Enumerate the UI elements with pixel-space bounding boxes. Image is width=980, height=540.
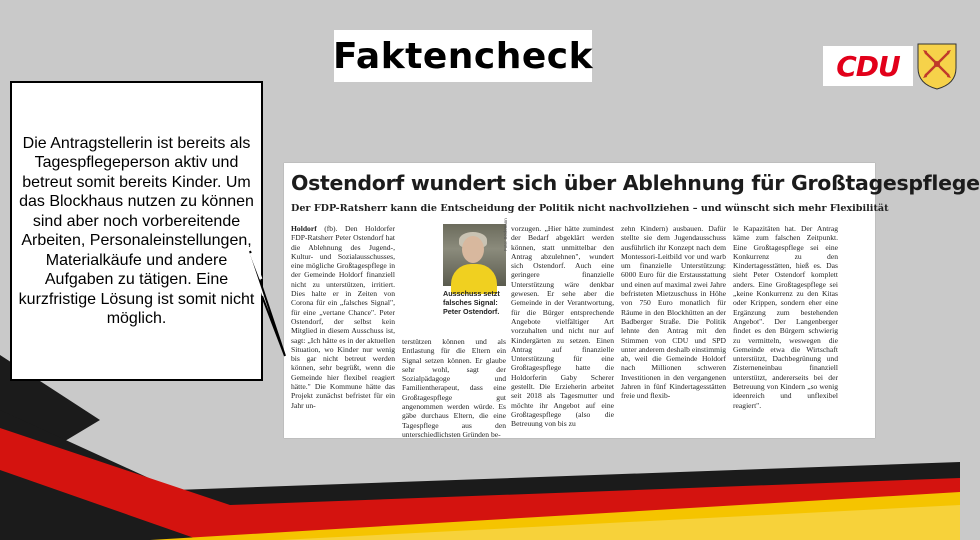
cdu-logo (823, 46, 913, 86)
photo-caption: Ausschuss setzt falsches Signal: Peter Ostendorf. (443, 289, 500, 316)
article-column-5: le Kapazitäten hat. Der Antrag käme zum falschen Zeitpunkt. Eine Großtagespflege sei eine Konkurrenz zu den Kindertagesstätten, hieß es. Das sieht Peter Ostendorf komplett anders. Eine Großtagespflege sei „keine Konkurrenz zu den Kitas oder Krippen, sondern eher eine Ergänzung zum bestehenden Angebot". Der Langenberger findet es den Bürgern schwierig zu vermitteln, weswegen die Gemeinde etwa die Wirtschaft unterstützt, Dachbegrünung und Zisterneneinbau finanziell unterstützt, andererseits bei der Betreuung von Kindern „so wenig ideenreich und unflexibel reagiert". (733, 224, 838, 410)
newspaper-clipping (284, 163, 980, 439)
article-column-4: zehn Kindern) ausbauen. Dafür stellte sie dem Jugendausschuss ausführlich ihr Konzept nach dem Montessori-Leitbild vor und warb um finanzielle Unterstützung: 6000 Euro für die Erstausstattung und einen auf maximal zwei Jahre befristeten Mietzuschuss in Höhe von 750 Euro monatlich für Räume in den Blockhütten an der Badberger Straße. Die Politik lehnte den Antrag mit den Stimmen von CDU und SPD unter anderem deshalb einstimmig ab, weil die Gemeinde Holdorf nach Millionen schweren Investitionen in den vergangenen Jahren in fünf Kindertagesstätten freie und flexib- (621, 224, 726, 401)
slide-title: Faktencheck (334, 30, 592, 82)
article-column-1 (291, 224, 395, 410)
article-column-2: terstützen können und als Entlastung für die Eltern ein Signal setzen können. Er glaube sehr wohl, sagt der Sozialpädagoge und Familientherapeut, dass eine Großtagespflege gut angenommen werden würde. Es gäbe durchaus Eltern, die eine Tagespflege aus den unterschiedlichsten Gründen be- (402, 337, 506, 439)
article-column-3: vorzugen. „Hier hätte zumindest der Bedarf abgeklärt werden können, statt unmittelbar den Antrag abzulehnen", wundert sich Ostendorf. Auch eine geringere finanzielle Unterstützung wäre denkbar gewesen. Er sehe aber die Gemeinde in der Verantwortung, für die Bürger entsprechende Angebote vielfältiger Art vorzuhalten und nicht nur auf Kindergärten zu setzen. Einen Antrag auf finanzielle Unterstützung für eine Großtagespflege hatte die Holdorferin Gaby Scherer gestellt. Die Erzieherin arbeitet seit 2018 als Tagesmutter und möchte ihr Angebot auf eine Großtagespflege (also die Betreuung von bis zu (511, 224, 614, 429)
article-column-1-text: (fb). Den Holdorfer FDP-Ratsherr Peter Ostendorf hat die Ablehnung des Jugend-, Kultur- und Sozialausschusses, eine mögliche Großtagespflege in der Gemeinde Holdorf finanziell nicht zu unterstützen, irritiert. Dies halte er in Zeiten von Corona für ein „falsches Signal", für eine „vertane Chance". Peter Ostendorf, der selbst kein Mitglied in diesem Ausschuss ist, sagt: „Ich hätte es in der aktuellen Situation, wo Kinder nur wenig bis gar nicht betreut werden können, sehr begrüßt, wenn die Gemeinde hier flexibel reagiert hätte." Die Kommune hätte das Projekt zunächst befristet für ein Jahr un- (291, 224, 395, 410)
callout-body: Die Antragstellerin ist bereits als Tagespflegeperson aktiv und betreut somit bereits Kinder. Um das Blockhaus nutzen zu können sind aber noch vorbereitende Arbeiten, Personaleinstellungen, Materialkäufe und andere Aufgaben zu tätigen. Eine kurzfristige Lösung ist somit nicht möglich. (18, 134, 255, 327)
article-lead-tag: Holdorf (291, 224, 317, 233)
logo-group (823, 42, 963, 92)
article-photo (443, 224, 506, 286)
coat-of-arms-icon (916, 42, 958, 90)
article-headline: Ostendorf wundert sich über Ablehnung für Großtagespflege (291, 171, 980, 195)
cdu-logo-text: CDU (836, 49, 900, 83)
photo-credit: Foto: Böckmann (503, 218, 508, 251)
callout-text (10, 83, 263, 379)
article-subheadline: Der FDP-Ratsherr kann die Entscheidung der Politik nicht nachvollziehen – und wünscht sich mehr Flexibilität (291, 203, 889, 214)
